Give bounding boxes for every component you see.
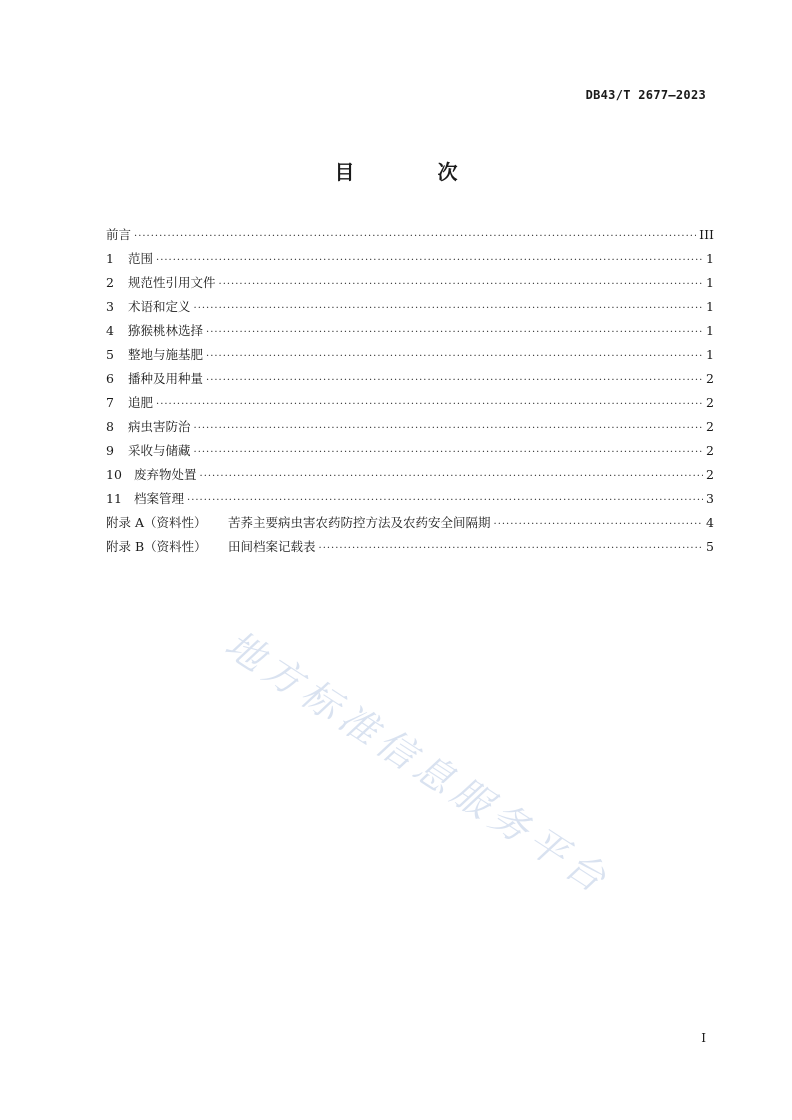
toc-entry-label: 前言 bbox=[106, 227, 132, 242]
toc-entry-scope[interactable] bbox=[106, 247, 714, 271]
toc-leader-dots bbox=[134, 225, 696, 249]
toc-entry-pest-control[interactable] bbox=[106, 415, 714, 439]
toc-leader-dots bbox=[156, 393, 703, 417]
toc-leader-dots bbox=[200, 465, 703, 489]
toc-leader-dots bbox=[494, 513, 703, 537]
page-number: I bbox=[701, 1031, 706, 1045]
toc-leader-dots bbox=[194, 417, 703, 441]
toc-entry-page: 2 bbox=[706, 467, 714, 482]
toc-entry-label: 整地与施基肥 bbox=[128, 347, 204, 362]
toc-entry-number: 6 bbox=[106, 371, 114, 386]
toc-entry-harvest-storage[interactable] bbox=[106, 439, 714, 463]
toc-entry-number: 11 bbox=[106, 491, 122, 506]
toc-entry-number: 9 bbox=[106, 443, 114, 458]
toc-entry-number: 7 bbox=[106, 395, 114, 410]
toc-entry-number: 5 bbox=[106, 347, 114, 362]
document-code: DB43/T 2677—2023 bbox=[585, 88, 706, 102]
toc-entry-topdressing[interactable] bbox=[106, 391, 714, 415]
toc-entry-page: 4 bbox=[706, 515, 714, 530]
toc-entry-page: 3 bbox=[706, 491, 714, 506]
toc-entry-page: 1 bbox=[706, 323, 714, 338]
watermark: 地方标准信息服务平台 bbox=[217, 621, 619, 904]
toc-entry-label: 猕猴桃林选择 bbox=[128, 323, 204, 338]
toc-leader-dots bbox=[319, 537, 703, 561]
toc-entry-label: 术语和定义 bbox=[128, 299, 191, 314]
toc-entry-number: 附录 B（资料性） bbox=[106, 539, 207, 554]
toc-leader-dots bbox=[219, 273, 703, 297]
toc-entry-normative-references[interactable] bbox=[106, 271, 714, 295]
toc-entry-label: 田间档案记载表 bbox=[228, 539, 316, 554]
toc-entry-page: 1 bbox=[706, 251, 714, 266]
toc-entry-number: 3 bbox=[106, 299, 114, 314]
toc-leader-dots bbox=[206, 369, 703, 393]
toc-entry-page: III bbox=[699, 227, 714, 242]
toc-entry-terms-definitions[interactable] bbox=[106, 295, 714, 319]
toc-entry-page: 1 bbox=[706, 275, 714, 290]
toc-entry-number: 4 bbox=[106, 323, 114, 338]
toc-entry-label: 废弃物处置 bbox=[134, 467, 197, 482]
toc-leader-dots bbox=[206, 345, 703, 369]
toc-title: 目 次 bbox=[334, 160, 496, 184]
toc-leader-dots bbox=[187, 489, 703, 513]
toc-leader-dots bbox=[194, 441, 703, 465]
toc-entry-page: 5 bbox=[706, 539, 714, 554]
toc-entry-number: 1 bbox=[106, 251, 114, 266]
toc-entry-waste-disposal[interactable] bbox=[106, 463, 714, 487]
toc-entry-page: 1 bbox=[706, 347, 714, 362]
toc-entry-label: 苦荞主要病虫害农药防控方法及农药安全间隔期 bbox=[228, 515, 491, 530]
toc-entry-records-management[interactable] bbox=[106, 487, 714, 511]
toc-entry-land-preparation[interactable] bbox=[106, 343, 714, 367]
toc-entry-number: 2 bbox=[106, 275, 114, 290]
toc-entry-sowing[interactable] bbox=[106, 367, 714, 391]
toc-entry-number: 附录 A（资料性） bbox=[106, 515, 207, 530]
toc-entry-label: 档案管理 bbox=[134, 491, 185, 506]
toc-entry-label: 范围 bbox=[128, 251, 154, 266]
toc-entry-orchard-selection[interactable] bbox=[106, 319, 714, 343]
toc-entry-label: 采收与储藏 bbox=[128, 443, 191, 458]
toc-leader-dots bbox=[156, 249, 703, 273]
table-of-contents bbox=[106, 223, 714, 559]
toc-entry-page: 1 bbox=[706, 299, 714, 314]
toc-entry-appendix-b[interactable] bbox=[106, 535, 714, 559]
toc-entry-label: 病虫害防治 bbox=[128, 419, 191, 434]
toc-entry-page: 2 bbox=[706, 443, 714, 458]
toc-entry-page: 2 bbox=[706, 395, 714, 410]
toc-entry-appendix-a[interactable] bbox=[106, 511, 714, 535]
toc-entry-label: 追肥 bbox=[128, 395, 154, 410]
toc-entry-page: 2 bbox=[706, 371, 714, 386]
toc-leader-dots bbox=[194, 297, 703, 321]
toc-entry-label: 播种及用种量 bbox=[128, 371, 204, 386]
toc-entry-label: 规范性引用文件 bbox=[128, 275, 216, 290]
toc-leader-dots bbox=[206, 321, 703, 345]
toc-entry-number: 8 bbox=[106, 419, 114, 434]
toc-entry-number: 10 bbox=[106, 467, 122, 482]
toc-entry-foreword[interactable] bbox=[106, 223, 714, 247]
toc-entry-page: 2 bbox=[706, 419, 714, 434]
